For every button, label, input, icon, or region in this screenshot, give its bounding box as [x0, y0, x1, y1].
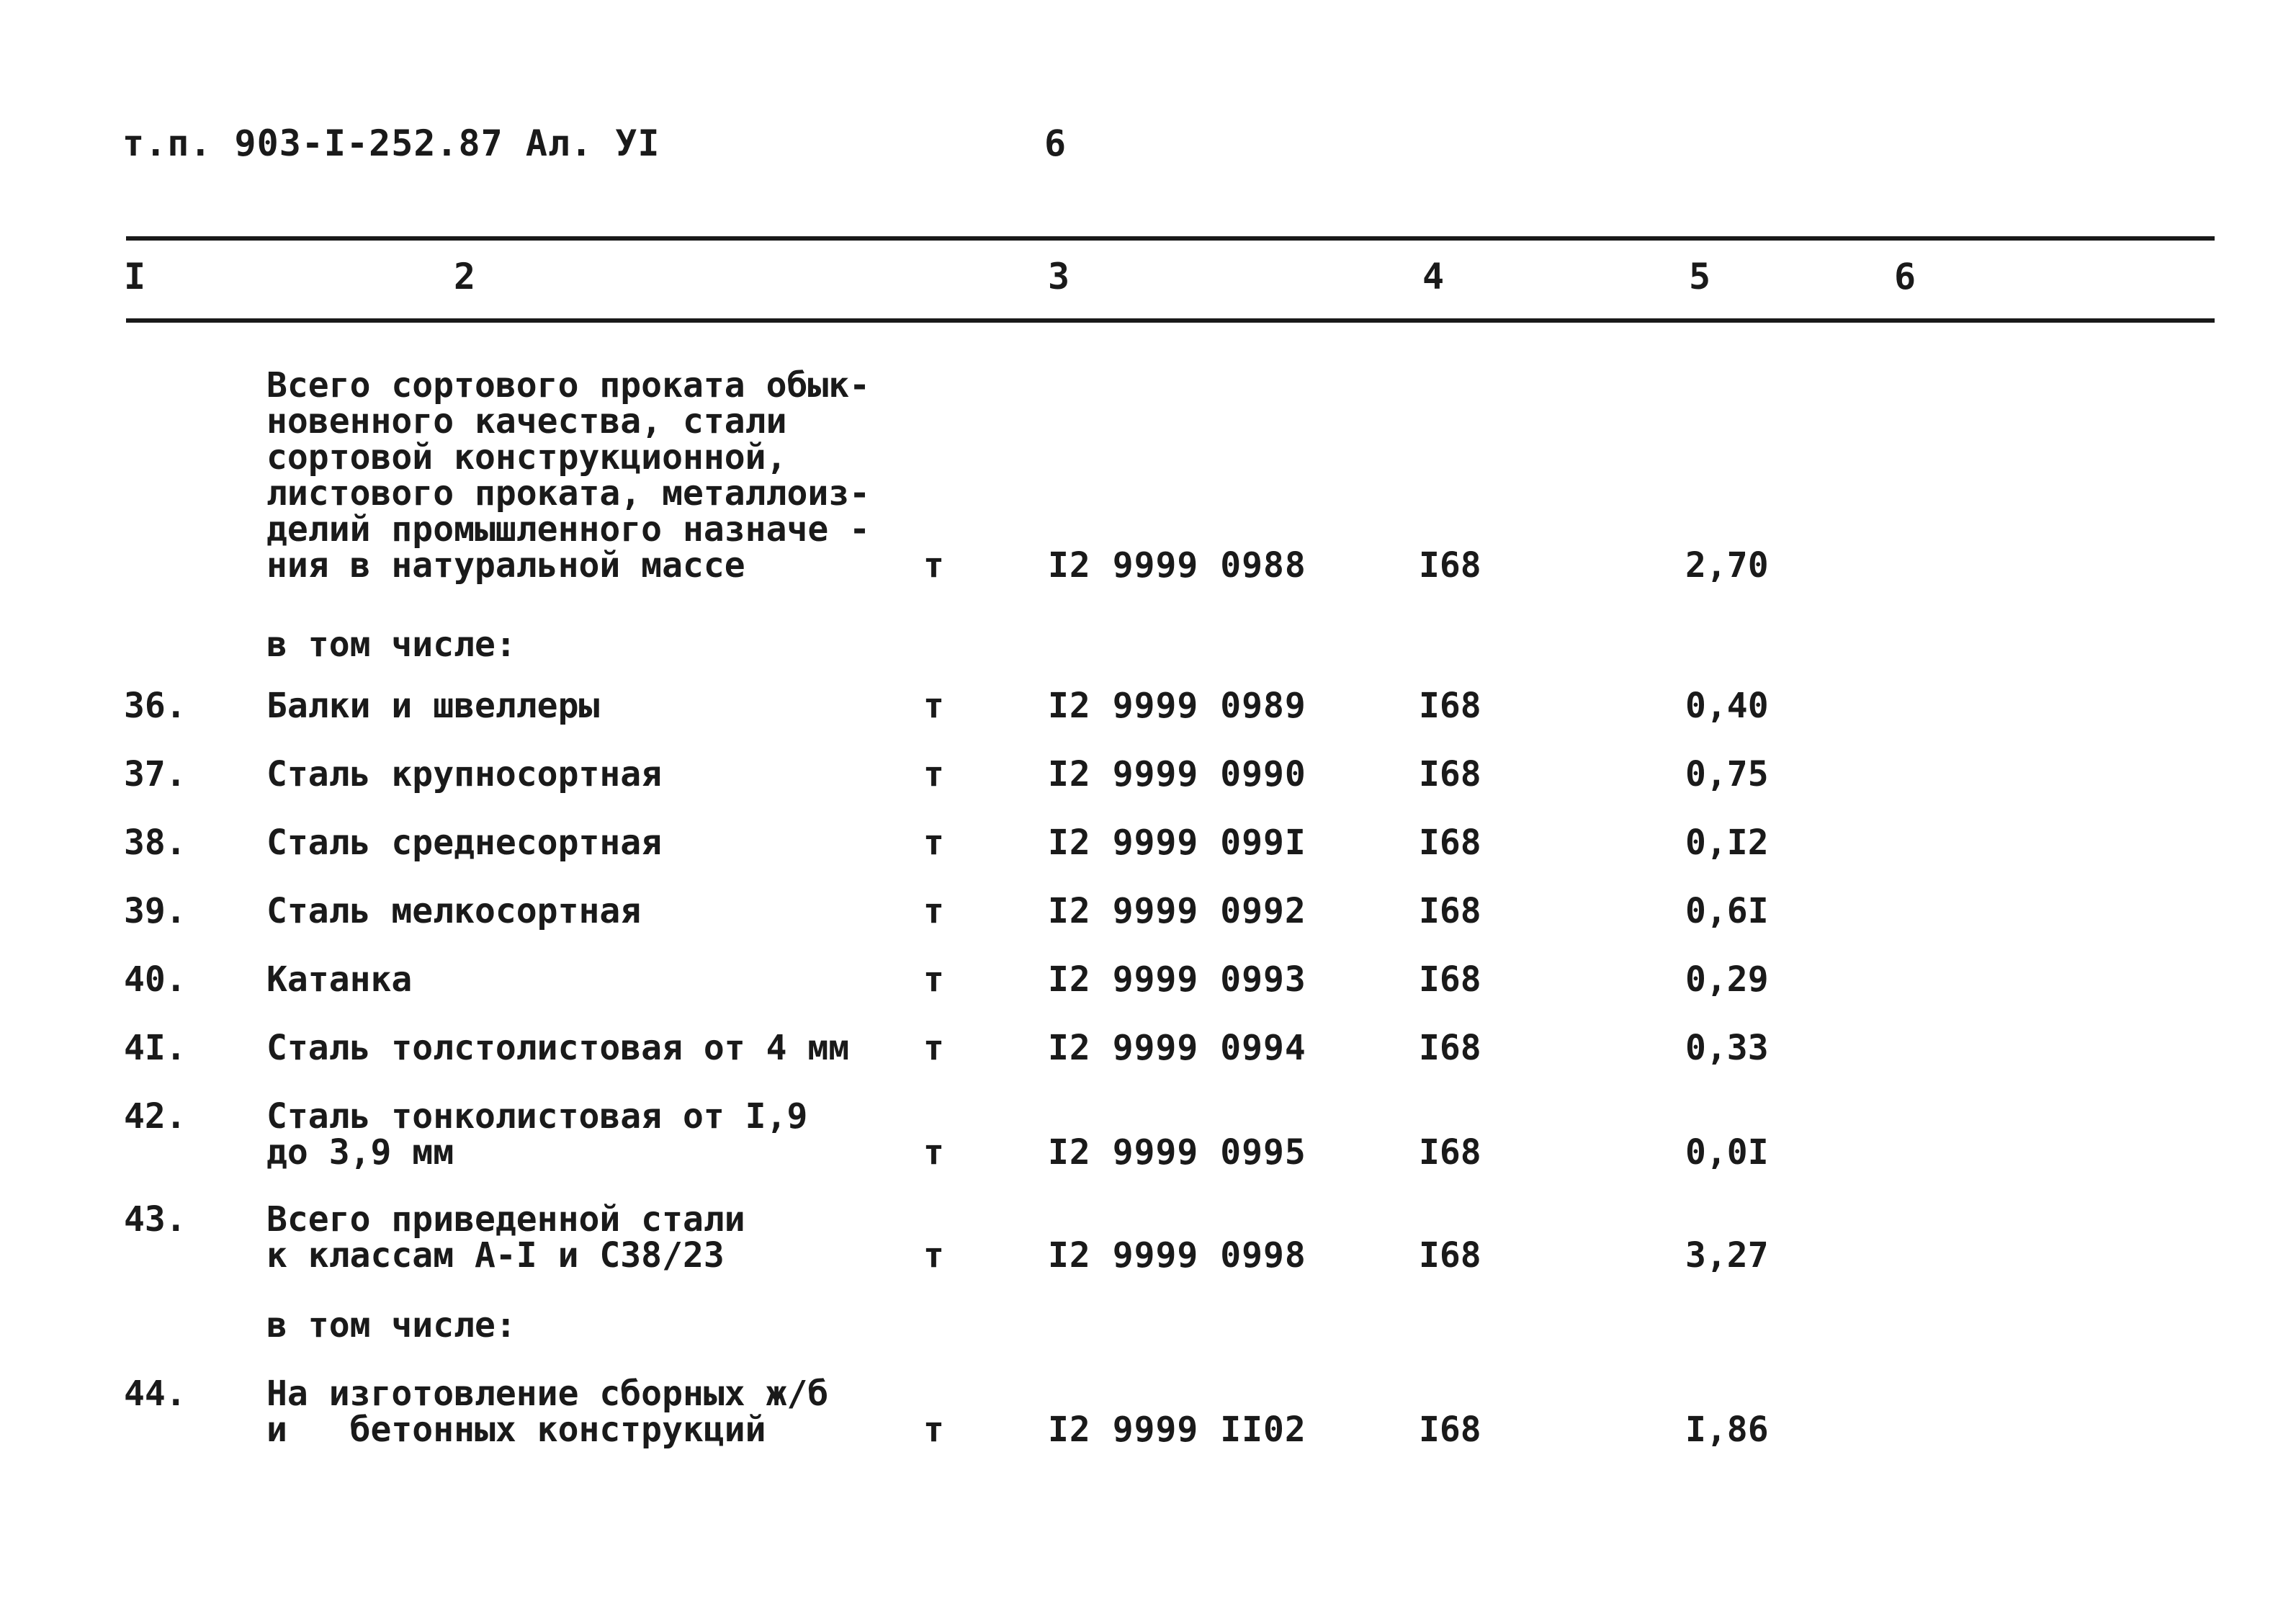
table-top-rule — [126, 236, 2215, 241]
row-col4-value: I68 — [1419, 1235, 1481, 1276]
row-col5-value: 0,I2 — [1685, 823, 1769, 863]
table-header-rule — [126, 318, 2215, 323]
row-name-line: Всего сортового проката обык- — [266, 365, 871, 406]
row-name-line: и бетонных конструкций — [266, 1410, 766, 1450]
row-col5-value: 2,70 — [1685, 545, 1769, 586]
column-header-1: I — [124, 256, 146, 297]
row-col4-value: I68 — [1419, 959, 1481, 1000]
row-name-line: Сталь крупносортная — [266, 754, 663, 794]
column-header-6: 6 — [1894, 256, 1916, 297]
column-header-5: 5 — [1689, 256, 1711, 297]
row-col4-value: I68 — [1419, 1028, 1481, 1068]
row-name-line: Сталь тонколистовая от I,9 — [266, 1096, 808, 1137]
table-row — [0, 1376, 2296, 1448]
row-name-line: Катанка — [266, 959, 413, 1000]
row-col5-value: 3,27 — [1685, 1235, 1769, 1276]
row-col5-value: 0,75 — [1685, 754, 1769, 794]
row-name — [266, 365, 871, 586]
row-name — [266, 1307, 516, 1343]
row-name — [266, 624, 516, 665]
row-name — [266, 893, 641, 929]
row-name — [266, 1096, 808, 1173]
column-header-4: 4 — [1422, 256, 1445, 297]
table-row — [0, 1307, 2296, 1343]
row-name-line: Сталь мелкосортная — [266, 891, 642, 931]
table-row — [0, 1199, 2296, 1276]
row-code: I2 9999 0995 — [1048, 1132, 1306, 1173]
row-unit: т — [923, 686, 944, 726]
row-name-line: новенного качества, стали — [266, 401, 787, 442]
row-unit: т — [923, 1410, 944, 1450]
row-name — [266, 756, 662, 792]
row-name-line: Балки и швеллеры — [266, 686, 600, 726]
row-col4-value: I68 — [1419, 1132, 1481, 1173]
row-unit: т — [923, 1235, 944, 1276]
row-unit: т — [923, 959, 944, 1000]
row-number: 40. — [124, 959, 187, 1000]
row-name-line: в том числе: — [266, 624, 516, 665]
row-col4-value: I68 — [1419, 686, 1481, 726]
row-number: 37. — [124, 754, 187, 794]
row-name-line: Сталь толстолистовая от 4 мм — [266, 1028, 850, 1068]
row-name-line: делий промышленного назначе - — [266, 509, 871, 550]
row-code: I2 9999 0989 — [1048, 686, 1306, 726]
row-col5-value: 0,0I — [1685, 1132, 1769, 1173]
table-row — [0, 756, 2296, 792]
row-name-line: к классам А-I и С38/23 — [266, 1235, 725, 1276]
row-code: I2 9999 0990 — [1048, 754, 1306, 794]
page-number: 6 — [1044, 122, 1067, 164]
row-code: I2 9999 0998 — [1048, 1235, 1306, 1276]
row-number: 39. — [124, 891, 187, 931]
row-name — [266, 1030, 849, 1066]
column-header-2: 2 — [454, 256, 476, 297]
table-row — [0, 688, 2296, 724]
table-row — [0, 825, 2296, 861]
document-reference: т.п. 903-I-252.87 Ал. УI — [122, 122, 660, 164]
row-name — [266, 959, 413, 1000]
row-code: I2 9999 099I — [1048, 823, 1306, 863]
table-row — [0, 1096, 2296, 1173]
row-name-line: листового проката, металлоиз- — [266, 473, 871, 514]
row-name — [266, 688, 599, 724]
row-name-line: ния в натуральной массе — [266, 545, 745, 586]
row-code: I2 9999 0992 — [1048, 891, 1306, 931]
table-row — [0, 893, 2296, 929]
row-code: I2 9999 0993 — [1048, 959, 1306, 1000]
row-unit: т — [923, 1028, 944, 1068]
row-unit: т — [923, 891, 944, 931]
row-name-line: до 3,9 мм — [266, 1132, 454, 1173]
row-unit: т — [923, 823, 944, 863]
row-unit: т — [923, 545, 944, 586]
table-row — [0, 959, 2296, 1000]
row-col4-value: I68 — [1419, 754, 1481, 794]
row-number: 38. — [124, 823, 187, 863]
table-row — [0, 1030, 2296, 1066]
row-col5-value: 0,40 — [1685, 686, 1769, 726]
row-col5-value: 0,33 — [1685, 1028, 1769, 1068]
row-col5-value: 0,29 — [1685, 959, 1769, 1000]
row-name-line: Сталь среднесортная — [266, 823, 663, 863]
row-number: 44. — [124, 1374, 187, 1414]
row-col5-value: I,86 — [1685, 1410, 1769, 1450]
row-col4-value: I68 — [1419, 823, 1481, 863]
row-code: I2 9999 0994 — [1048, 1028, 1306, 1068]
row-name — [266, 1376, 828, 1448]
row-name-line: сортовой конструкционной, — [266, 437, 787, 478]
row-unit: т — [923, 1132, 944, 1173]
row-col5-value: 0,6I — [1685, 891, 1769, 931]
row-col4-value: I68 — [1419, 891, 1481, 931]
row-code: I2 9999 0988 — [1048, 545, 1306, 586]
row-col4-value: I68 — [1419, 1410, 1481, 1450]
column-header-3: 3 — [1048, 256, 1070, 297]
table-row — [0, 624, 2296, 665]
row-name-line: На изготовление сборных ж/б — [266, 1374, 829, 1414]
row-name-line: Всего приведенной стали — [266, 1199, 745, 1240]
row-unit: т — [923, 754, 944, 794]
row-name-line: в том числе: — [266, 1305, 516, 1345]
row-col4-value: I68 — [1419, 545, 1481, 586]
row-name — [266, 1199, 745, 1276]
row-number: 43. — [124, 1199, 187, 1240]
row-number: 4I. — [124, 1028, 187, 1068]
row-number: 42. — [124, 1096, 187, 1137]
table-row — [0, 365, 2296, 586]
row-number: 36. — [124, 686, 187, 726]
row-name — [266, 825, 662, 861]
row-code: I2 9999 II02 — [1048, 1410, 1306, 1450]
